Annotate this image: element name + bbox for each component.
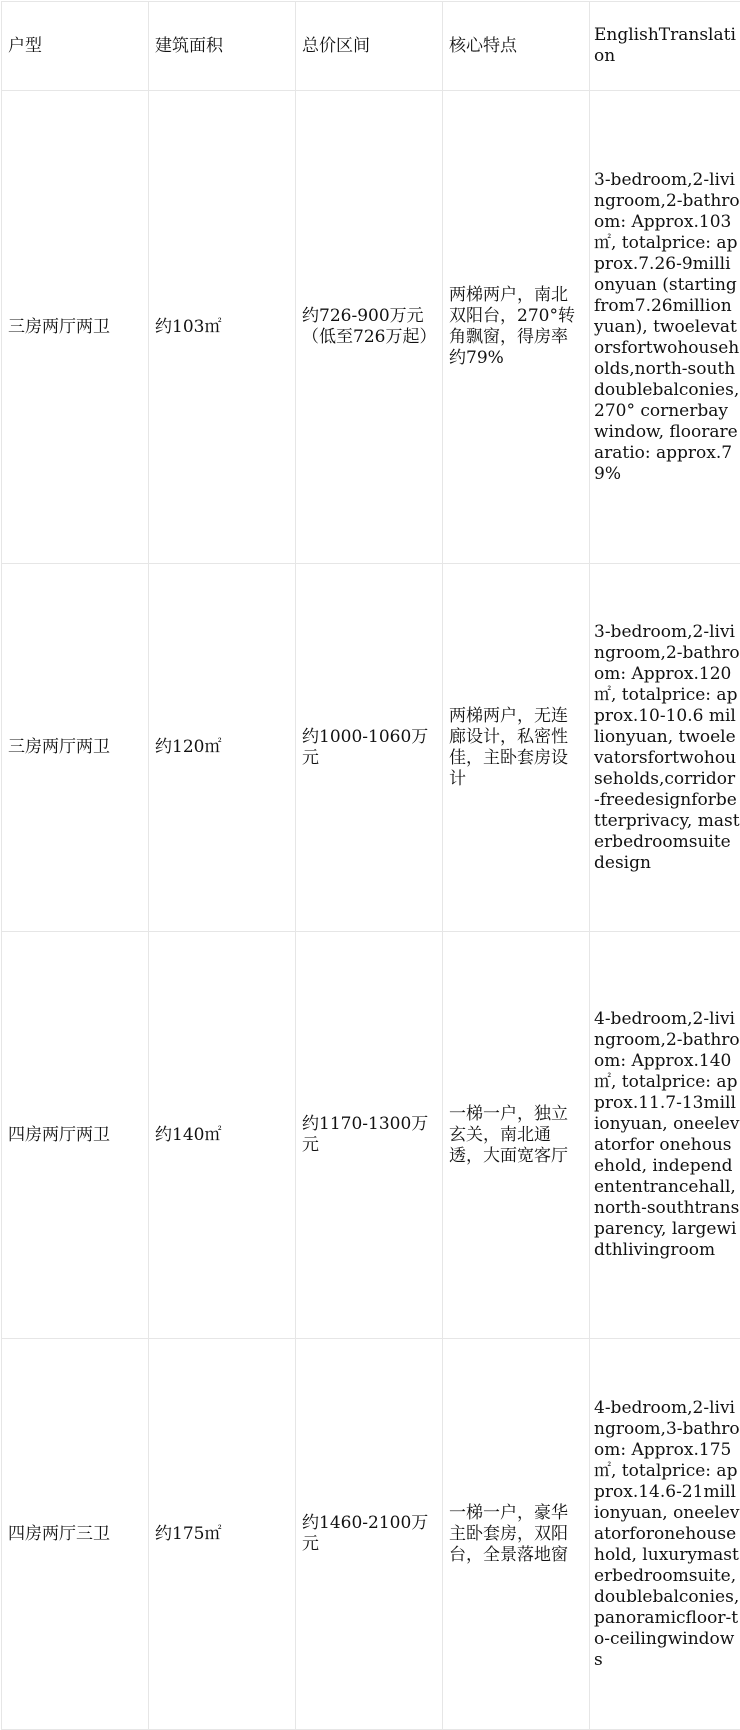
cell-core-features: 一梯一户，豪华主卧套房，双阳台，全景落地窗 <box>443 1339 590 1730</box>
cell-unit-type: 四房两厅两卫 <box>2 932 149 1339</box>
cell-english-translation: 4-bedroom,2-livingroom,2-bathroom: Approx.140㎡, totalprice: approx.11.7-13millionyuan, oneelevatorfor onehousehold, independententrancehall, north-southtransparency, largewidthlivingroom <box>590 932 740 1339</box>
cell-floor-area: 约175㎡ <box>149 1339 296 1730</box>
cell-core-features: 一梯一户，独立玄关，南北通透，大面宽客厅 <box>443 932 590 1339</box>
cell-core-features: 两梯两户，南北双阳台，270°转角飘窗，得房率约79% <box>443 91 590 564</box>
cell-unit-type: 四房两厅三卫 <box>2 1339 149 1730</box>
header-floor-area: 建筑面积 <box>149 2 296 91</box>
header-core-features: 核心特点 <box>443 2 590 91</box>
cell-floor-area: 约120㎡ <box>149 564 296 932</box>
cell-english-translation: 4-bedroom,2-livingroom,3-bathroom: Approx.175㎡, totalprice: approx.14.6-21millionyuan, oneelevatorforonehousehold, luxurymasterbedroomsuite, doublebalconies, panoramicfloor-to-ceilingwindows <box>590 1339 740 1730</box>
cell-unit-type: 三房两厅两卫 <box>2 564 149 932</box>
table-row <box>2 91 740 564</box>
cell-price-range: 约1000-1060万元 <box>296 564 443 932</box>
header-unit-type: 户型 <box>2 2 149 91</box>
cell-english-translation: 3-bedroom,2-livingroom,2-bathroom: Approx.103㎡, totalprice: approx.7.26-9millionyuan (startingfrom7.26millionyuan), twoelevatorsfortwohouseholds,north-southdoublebalconies,270° cornerbaywindow, floorarearatio: approx.79% <box>590 91 740 564</box>
table-row <box>2 564 740 932</box>
apartment-table <box>1 1 740 1730</box>
cell-floor-area: 约140㎡ <box>149 932 296 1339</box>
cell-price-range: 约726-900万元（低至726万起） <box>296 91 443 564</box>
cell-price-range: 约1170-1300万元 <box>296 932 443 1339</box>
cell-english-translation: 3-bedroom,2-livingroom,2-bathroom: Approx.120㎡, totalprice: approx.10-10.6 millionyuan, twoelevatorsfortwohouseholds,corridor-freedesignforbetterprivacy, masterbedroomsuitedesign <box>590 564 740 932</box>
header-english-translation: EnglishTranslation <box>590 2 740 91</box>
table-row <box>2 932 740 1339</box>
table-header-row <box>2 2 740 91</box>
header-price-range: 总价区间 <box>296 2 443 91</box>
cell-unit-type: 三房两厅两卫 <box>2 91 149 564</box>
cell-floor-area: 约103㎡ <box>149 91 296 564</box>
table-row <box>2 1339 740 1730</box>
cell-core-features: 两梯两户，无连廊设计，私密性佳，主卧套房设计 <box>443 564 590 932</box>
cell-price-range: 约1460-2100万元 <box>296 1339 443 1730</box>
